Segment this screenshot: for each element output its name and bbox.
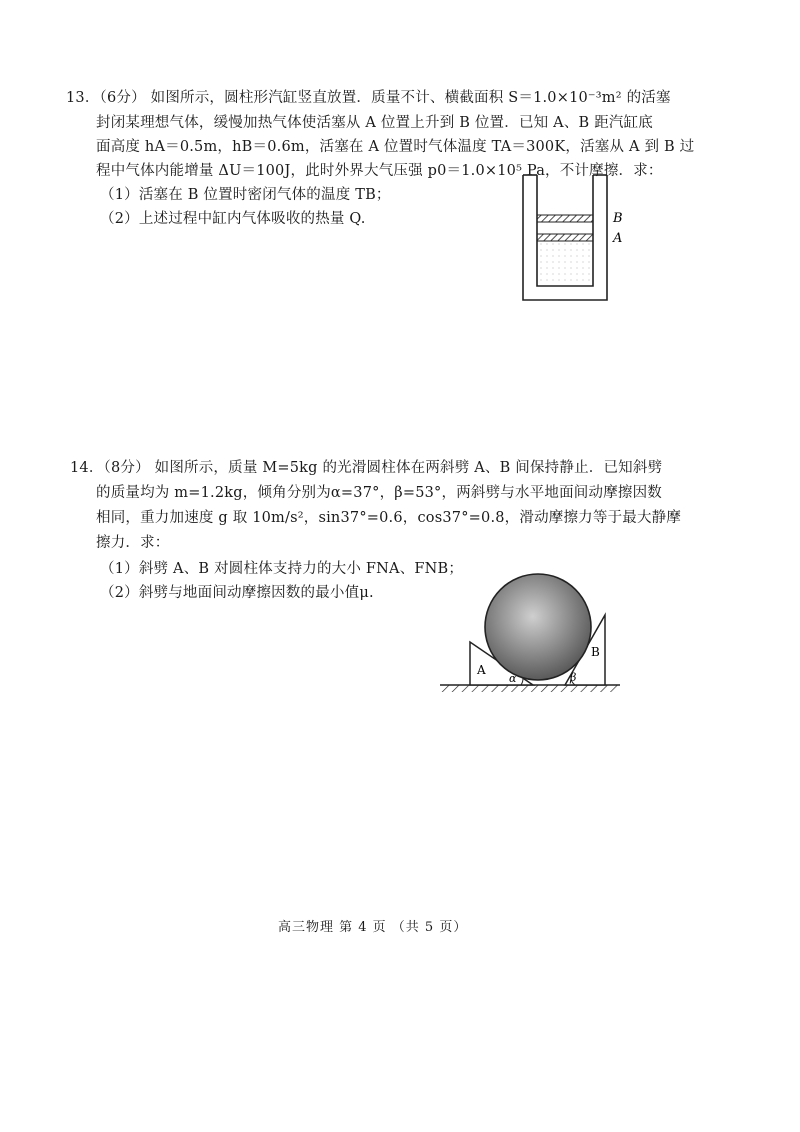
q14-line-2: 的质量均为 m=1.2kg，倾角分别为α=37°，β=53°，两斜劈与水平地面间动摩擦因数 (96, 485, 663, 501)
beta-label: β (570, 671, 577, 684)
q13-line-1: 13．（6分） 如图所示，圆柱形汽缸竖直放置．质量不计、横截面积 S＝1.0×10⁻³m² 的活塞 (66, 90, 671, 106)
label-b: B (613, 211, 623, 226)
cylinder-figure (515, 170, 625, 305)
q13-line-3: 面高度 hA＝0.5m，hB＝0.6m，活塞在 A 位置时气体温度 TA＝300K，活塞从 A 到 B 过 (96, 139, 695, 155)
wedge-a-label: A (477, 663, 486, 677)
label-a: A (613, 231, 623, 246)
q14-line-4: 擦力．求： (96, 535, 170, 551)
gas-region (537, 240, 593, 286)
cylinder-ball (485, 574, 591, 680)
alpha-label: α (509, 672, 517, 685)
q13-part-1: （1）活塞在 B 位置时密闭气体的温度 TB； (100, 187, 391, 203)
q14-part-1: （1）斜劈 A、B 对圆柱体支持力的大小 FNA、FNB； (100, 561, 464, 577)
piston-b (537, 215, 593, 222)
piston-a (537, 234, 593, 241)
wedge-b-label: B (591, 645, 600, 659)
q14-line-3: 相同，重力加速度 g 取 10m/s²，sin37°=0.6，cos37°=0.8，滑动摩擦力等于最大静摩 (96, 510, 682, 526)
q13-line-2: 封闭某理想气体，缓慢加热气体使活塞从 A 位置上升到 B 位置．已知 A、B 距汽缸底 (96, 115, 654, 131)
ground-hatch (440, 685, 620, 692)
q14-part-2: （2）斜劈与地面间动摩擦因数的最小值μ. (100, 585, 374, 601)
q14-line-1: 14．（8分） 如图所示，质量 M=5kg 的光滑圆柱体在两斜劈 A、B 间保持静止．已知斜劈 (70, 460, 663, 476)
wedges-cylinder-figure (435, 570, 625, 695)
q13-line-4: 程中气体内能增量 ΔU＝100J，此时外界大气压强 p0＝1.0×10⁵ Pa，不计摩擦．求： (96, 163, 663, 179)
q13-part-2: （2）上述过程中缸内气体吸收的热量 Q. (100, 211, 366, 227)
page-footer: 高三物理 第 4 页 （共 5 页） (278, 920, 468, 935)
